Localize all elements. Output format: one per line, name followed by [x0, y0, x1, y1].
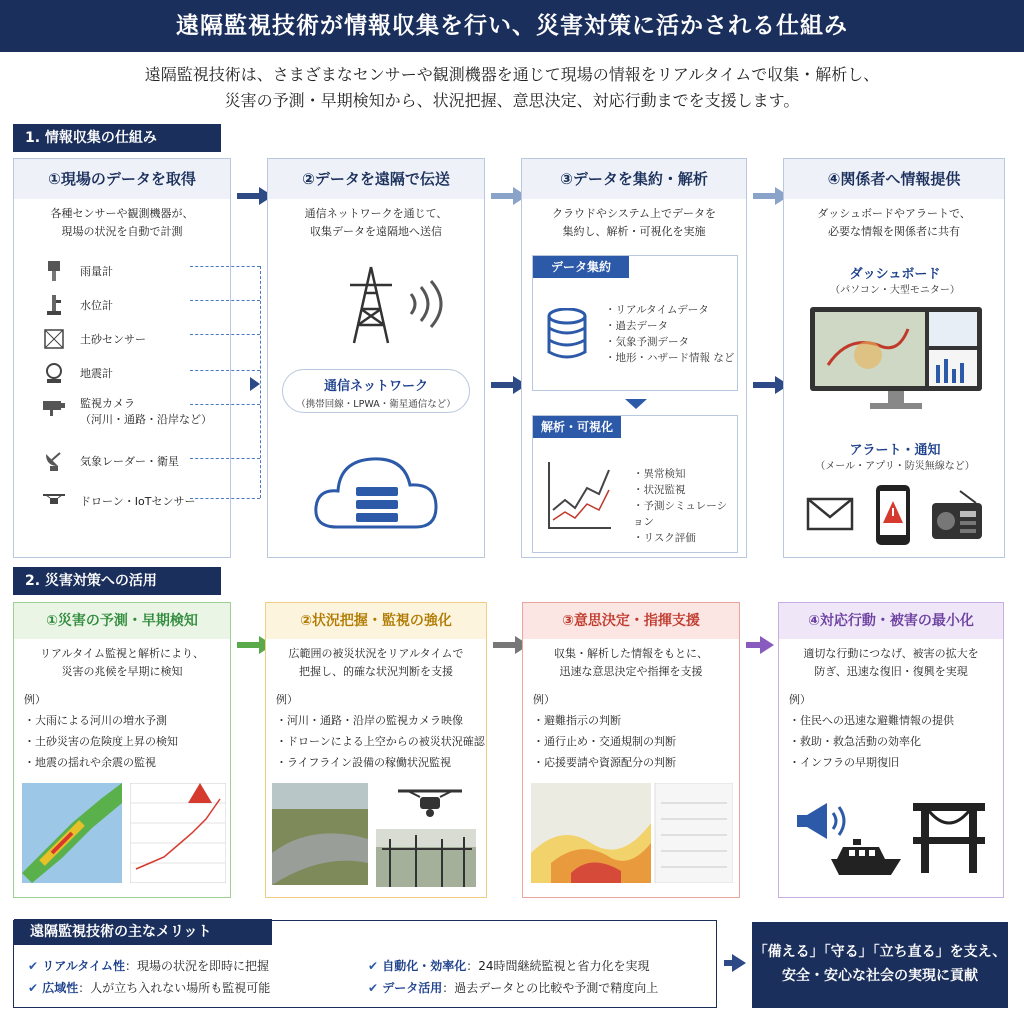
conclusion-arrow — [724, 954, 746, 972]
down-arrow-icon — [625, 399, 647, 409]
connector-arrow — [250, 377, 260, 391]
conclusion-line-1: 「備える」「守る」「立ち直る」を支え、 — [753, 944, 1007, 960]
use-card-1-title: ①災害の予測・早期検知 — [14, 603, 230, 639]
rain-map-image — [22, 783, 122, 887]
bridge-icon — [911, 799, 991, 877]
merit-item: ✔ リアルタイム性：現場の状況を即時に把握 — [28, 959, 270, 973]
use-card-2-desc: 広範囲の被災状況をリアルタイムで 把握し、的確な状況判断を支援 — [288, 647, 464, 678]
merit-item: ✔ 自動化・効率化：24時間継続監視と省力化を実現 — [368, 959, 650, 973]
use-card-3-title: ③意思決定・指揮支援 — [523, 603, 739, 639]
page-title: 遠隔監視技術が情報収集を行い、災害対策に活かされる仕組み — [0, 0, 1024, 52]
hazard-map-image — [531, 783, 733, 887]
connector-line — [190, 266, 260, 267]
tower-icon — [346, 265, 396, 349]
connector-line — [190, 300, 260, 301]
use-card-2-title: ②状況把握・監視の強化 — [266, 603, 486, 639]
use-card-3-examples: 例） ・避難指示の判断 ・通行止め・交通規制の判断 ・応援要請や資源配分の判断 — [533, 693, 676, 769]
wireless-signal-icon — [403, 279, 453, 333]
substation-photo-image — [376, 829, 476, 891]
intro-line-2: 災害の予測・早期検知から、状況把握、意思決定、対応行動までを支援します。 — [224, 91, 800, 110]
step3-title: ③データを集約・解析 — [522, 159, 746, 199]
drone-icon — [392, 783, 468, 827]
aggregation-title: データ集約 — [533, 256, 629, 278]
connector-line — [190, 498, 260, 499]
use-card-1-examples: 例） ・大雨による河川の増水予測 ・土砂災害の危険度上昇の検知 ・地震の揺れや余震の監視 — [24, 693, 178, 769]
sensor-camera: 監視カメラ （河川・通路・沿岸など） — [42, 395, 212, 427]
use-card-1-desc: リアルタイム監視と解析により、 災害の兆候を早期に検知 — [40, 647, 204, 678]
rain-gauge-icon — [42, 259, 66, 283]
section-1-header: 1. 情報収集の仕組み — [13, 124, 221, 152]
sensor-radar: 気象レーダー・衛星 — [42, 449, 179, 473]
sensor-rain: 雨量計 — [42, 259, 113, 283]
use-card-1 — [13, 602, 231, 898]
merit-item: ✔ 広域性：人が立ち入れない場所も監視可能 — [28, 981, 271, 995]
chart-icon — [547, 460, 613, 534]
use-card-2-examples: 例） ・河川・通路・沿岸の監視カメラ映像 ・ドローンによる上空からの被災状況確認 ・ライフライン設備の稼働状況監視 — [276, 693, 485, 769]
intro-text — [0, 62, 1024, 114]
check-icon: ✔ — [28, 959, 43, 973]
radio-icon — [930, 489, 984, 547]
analysis-title: 解析・可視化 — [533, 416, 621, 438]
conclusion-line-2: 安全・安心な社会の実現に貢献 — [782, 968, 978, 984]
network-box — [282, 369, 470, 413]
rescue-boat-icon — [829, 837, 903, 881]
conclusion-box — [752, 922, 1008, 1008]
river-photo-image — [272, 783, 368, 889]
merits-box — [13, 920, 717, 1008]
connector-line — [190, 458, 260, 459]
merit-item: ✔ データ活用：過去データとの比較や予測で精度向上 — [368, 981, 659, 995]
step2-title: ②データを遠隔で伝送 — [268, 159, 484, 199]
use-card-4-desc: 適切な行動につなげ、被害の拡大を 防ぎ、迅速な復旧・復興を実現 — [803, 647, 979, 678]
merits-col-1 — [28, 955, 270, 999]
check-icon: ✔ — [28, 981, 43, 995]
sensor-drone: ドローン・IoTセンサー — [42, 489, 195, 513]
use-card-4 — [778, 602, 1004, 898]
step2-desc: 通信ネットワークを通じて、 収集データを遠隔地へ送信 — [304, 207, 448, 238]
cloud-server-icon — [312, 447, 442, 541]
camera-icon — [42, 395, 66, 419]
step2-card — [267, 158, 485, 558]
section-2-header: 2. 災害対策への活用 — [13, 567, 221, 595]
dashboard-sub: （パソコン・大型モニター） — [830, 285, 960, 296]
connector-line — [190, 404, 260, 405]
use-card-4-examples: 例） ・住民への迅速な避難情報の提供 ・救助・救急活動の効率化 ・インフラの早期復旧 — [789, 693, 954, 769]
intro-line-1: 遠隔監視技術は、さまざまなセンサーや観測機器を通じて現場の情報をリアルタイムで収集・解析し、 — [144, 65, 880, 84]
aggregation-box — [532, 255, 738, 391]
connector-line — [190, 334, 260, 335]
seismometer-icon — [42, 361, 66, 385]
drone-icon — [42, 489, 66, 513]
connector-vertical — [260, 266, 261, 498]
sensor-water: 水位計 — [42, 293, 113, 317]
monitor-icon — [808, 305, 984, 419]
merits-title: 遠隔監視技術の主なメリット — [14, 919, 272, 945]
use-card-3 — [522, 602, 740, 898]
network-title: 通信ネットワーク — [323, 379, 428, 394]
use-arrow-3 — [746, 636, 774, 654]
step1-desc: 各種センサーや観測機器が、 現場の状況を自動で計測 — [50, 207, 194, 238]
network-sub: （携帯回線・LPWA・衛星通信など） — [296, 399, 456, 410]
step4-title: ④関係者へ情報提供 — [784, 159, 1004, 199]
use-card-2 — [265, 602, 487, 898]
analysis-list: ・異常検知 ・状況監視 ・予測シミュレーション ・リスク評価 — [633, 468, 728, 544]
water-level-icon — [42, 293, 66, 317]
radar-dish-icon — [42, 449, 66, 473]
database-icon — [547, 308, 587, 364]
mail-icon — [806, 497, 854, 535]
connector-line — [190, 370, 260, 371]
analysis-box — [532, 415, 738, 553]
water-level-graph-image — [130, 783, 226, 887]
sensor-seismo: 地震計 — [42, 361, 113, 385]
merits-col-2 — [368, 955, 658, 999]
aggregation-list: ・リアルタイムデータ ・過去データ ・気象予測データ ・地形・ハザード情報 など — [605, 304, 735, 364]
step3-desc: クラウドやシステム上でデータを 集約し、解析・可視化を実施 — [552, 207, 716, 238]
sensor-landslide: 土砂センサー — [42, 327, 146, 351]
step4-desc: ダッシュボードやアラートで、 必要な情報を関係者に共有 — [817, 207, 971, 238]
alert-sub: （メール・アプリ・防災無線など） — [815, 461, 975, 472]
landslide-sensor-icon — [42, 327, 66, 351]
step1-title: ①現場のデータを取得 — [14, 159, 230, 199]
step3-card — [521, 158, 747, 558]
check-icon: ✔ — [368, 981, 383, 995]
step4-card — [783, 158, 1005, 558]
smartphone-alert-icon — [874, 483, 912, 551]
dashboard-title: ダッシュボード — [849, 267, 941, 282]
check-icon: ✔ — [368, 959, 383, 973]
alert-title: アラート・通知 — [849, 443, 941, 458]
use-card-4-title: ④対応行動・被害の最小化 — [779, 603, 1003, 639]
use-card-3-desc: 収集・解析した情報をもとに、 迅速な意思決定や指揮を支援 — [554, 647, 708, 678]
